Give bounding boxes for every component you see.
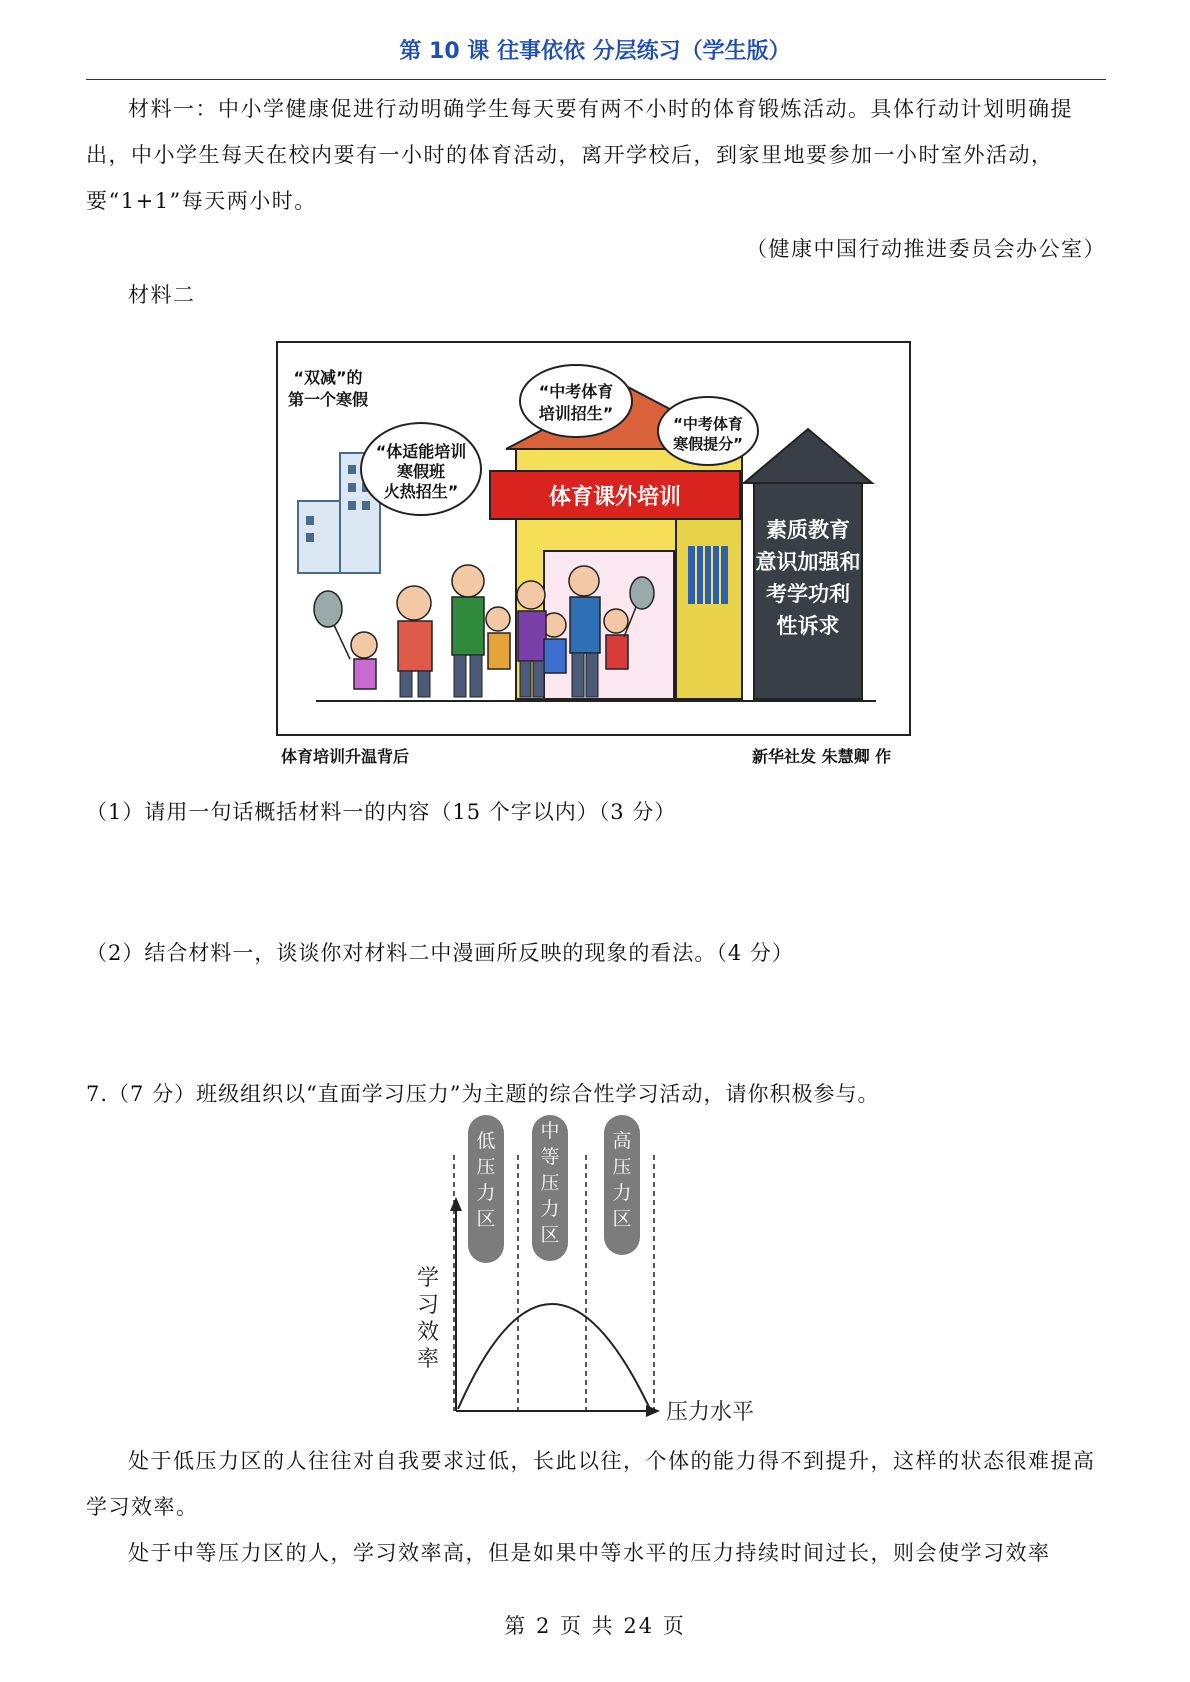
material2-label: 材料二 (128, 283, 196, 307)
dark-house-line3: 考学功利 (766, 582, 850, 606)
pressure-efficiency-graph (414, 1115, 824, 1431)
dark-house-line2: 意识加强和 (755, 550, 861, 574)
dark-house-line1: 素质教育 (766, 518, 850, 542)
cartoon-corner-line2: 第一个寒假 (287, 390, 369, 409)
material1-text: 材料一：中小学健康促进行动明确学生每天要有两不小时的体育锻炼活动。具体行动计划明确提出，中小学生每天在校内要有一小时的体育活动，离开学校后，到家里地要参加一小时室外活动，要“1+1”每天两小时。 (86, 97, 1073, 213)
question-1: （1）请用一句话概括材料一的内容（15 个字以内）（3 分） (86, 800, 677, 824)
bubble2-line2: 培训招生” (538, 404, 614, 423)
question-7: 7.（7 分）班级组织以“直面学习压力”为主题的综合性学习活动，请你积极参与。 (86, 1082, 880, 1106)
cartoon-caption-right: 新华社发 朱慧卿 作 (752, 747, 892, 766)
after-graph-paragraph-2: 处于中等压力区的人，学习效率高，但是如果中等水平的压力持续时间过长，则会使学习效率 (128, 1541, 1051, 1565)
zone-mid-label: 中等压力区 (540, 1120, 560, 1246)
zone-low-label: 低压力区 (476, 1130, 496, 1230)
bubble1-line1: “体适能培训 (375, 442, 467, 461)
cartoon-caption-left: 体育培训升温背后 (281, 747, 410, 766)
question-2: （2）结合材料一，谈谈你对材料二中漫画所反映的现象的看法。（4 分） (86, 941, 794, 965)
efficiency-curve (458, 1304, 650, 1409)
cartoon-corner-line1: “双减”的 (293, 368, 363, 387)
bubble3-line2: 寒假提分” (673, 435, 743, 453)
dark-house-line4: 性诉求 (776, 614, 840, 638)
bubble1-line2: 寒假班 (396, 462, 446, 481)
page-header-title: 第 10 课 往事依依 分层练习（学生版） (399, 39, 791, 64)
bubble3-line1: “中考体育 (673, 415, 743, 433)
x-axis-label: 压力水平 (666, 1400, 755, 1425)
cartoon-sign: 体育课外培训 (548, 485, 682, 510)
bubble1-line3: 火热招生” (383, 482, 459, 501)
material1-source: （健康中国行动推进委员会办公室） (746, 237, 1106, 261)
page-footer: 第 2 页 共 24 页 (504, 1614, 686, 1638)
bubble2-line1: “中考体育 (538, 382, 614, 401)
cartoon-image (276, 341, 911, 736)
header-divider (86, 79, 1106, 80)
zone-high-label: 高压力区 (612, 1130, 632, 1230)
y-axis-label: 学习效率 (416, 1266, 440, 1372)
after-graph-paragraph-1: 处于低压力区的人往往对自我要求过低，长此以往，个体的能力得不到提升，这样的状态很难提高学习效率。 (86, 1449, 1096, 1519)
